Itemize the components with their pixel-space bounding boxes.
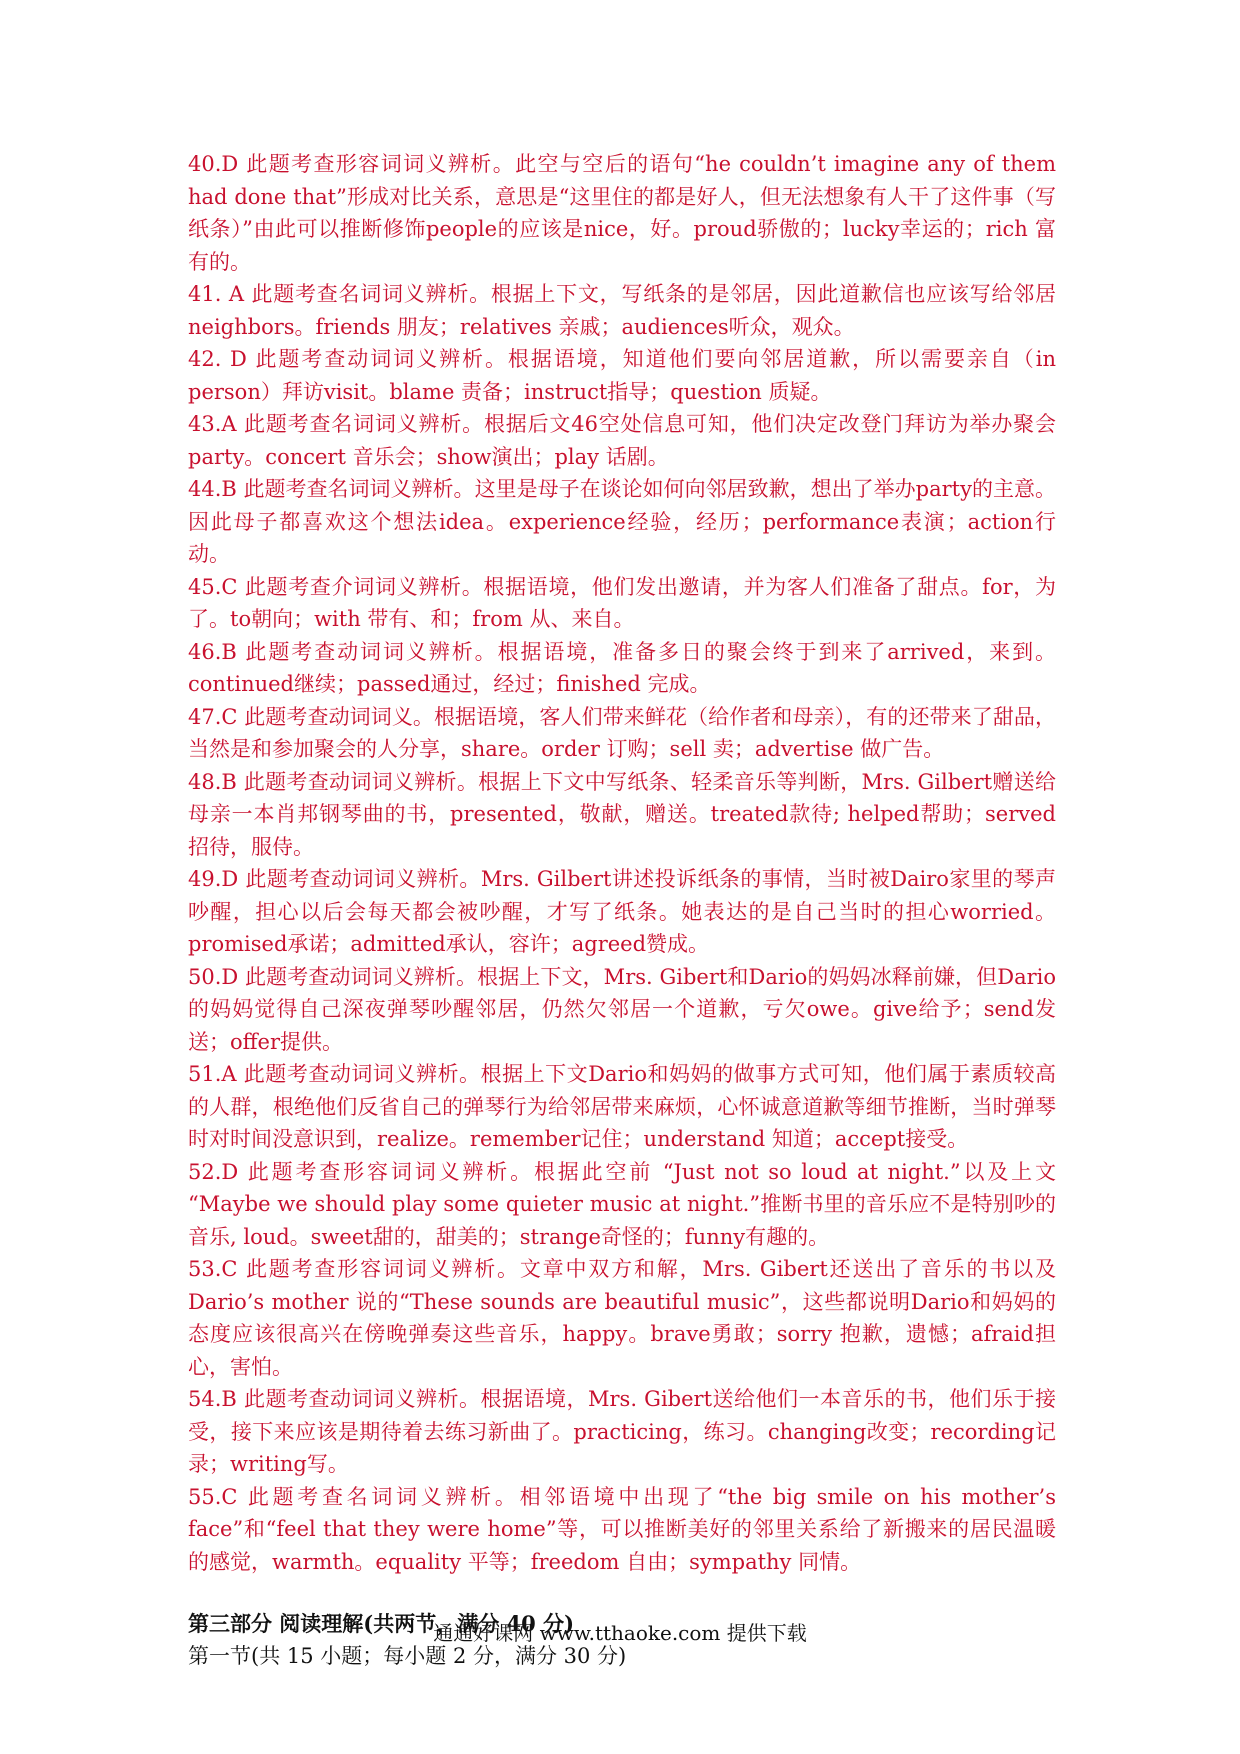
answer-41: 41. A 此题考查名词词义辨析。根据上下文，写纸条的是邻居，因此道歉信也应该写给邻居neighbors。friends 朋友；relatives 亲戚；audiences听众，观众。 [188, 282, 1056, 339]
answer-51: 51.A 此题考查动词词义辨析。根据上下文Dario和妈妈的做事方式可知，他们属于素质较高的人群，根绝他们反省自己的弹琴行为给邻居带来麻烦，心怀诚意道歉等细节推断，当时弹琴时对时间没意识到，realize。remember记住；understand 知道；accept接受。 [188, 1062, 1056, 1151]
page-footer: 通通好课网 www.tthaoke.com 提供下载 [433, 1621, 807, 1645]
answer-40: 40.D 此题考查形容词词义辨析。此空与空后的语句“he couldn’t imagine any of them had done that”形成对比关系，意思是“这里住的都是好人，但无法想象有人干了这件事（写纸条）”由此可以推断修饰people的应该是nice，好。proud骄傲的；lucky幸运的；rich 富有的。 [188, 152, 1056, 274]
answer-53: 53.C 此题考查形容词词义辨析。文章中双方和解，Mrs. Gibert还送出了音乐的书以及Dario’s mother 说的“These sounds are beautiful music”，这些都说明Dario和妈妈的态度应该很高兴在傍晚弹奏这些音乐，happy。brave勇敢；sorry 抱歉，遗憾；afraid担心，害怕。 [188, 1257, 1056, 1379]
document-page [188, 148, 1056, 1672]
section-title: 第三部分 阅读理解(共两节，满分 40 分) [188, 1611, 575, 1636]
answer-55: 55.C 此题考查名词词义辨析。相邻语境中出现了“the big smile on his mother’s face”和“feel that they were home”等，可以推断美好的邻里关系给了新搬来的居民温暖的感觉，warmth。equality 平等；freedom 自由；sympathy 同情。 [188, 1484, 1056, 1574]
answer-46: 46.B 此题考查动词词义辨析。根据语境，准备多日的聚会终于到来了arrived，来到。continued继续；passed通过，经过；finished 完成。 [188, 639, 1056, 696]
answer-52: 52.D 此题考查形容词词义辨析。根据此空前 “Just not so loud at night.”以及上文 “Maybe we should play some quieter music at night.”推断书里的音乐应不是特别吵的音乐, loud。sweet甜的，甜美的；strange奇怪的；funny有趣的。 [188, 1159, 1056, 1249]
answer-47: 47.C 此题考查动词词义。根据语境，客人们带来鲜花（给作者和母亲），有的还带来了甜品，当然是和参加聚会的人分享，share。order 订购；sell 卖；advertise 做广告。 [188, 704, 1056, 761]
section-subtitle: 第一节(共 15 小题；每小题 2 分，满分 30 分) [188, 1644, 627, 1668]
answer-explanations [188, 148, 1056, 1578]
answer-44: 44.B 此题考查名词词义辨析。这里是母子在谈论如何向邻居致歉，想出了举办party的主意。因此母子都喜欢这个想法idea。experience经验，经历；performance表演；action行动。 [188, 477, 1056, 566]
answer-54: 54.B 此题考查动词词义辨析。根据语境，Mrs. Gibert送给他们一本音乐的书，他们乐于接受，接下来应该是期待着去练习新曲了。practicing，练习。changing改变；recording记录；writing写。 [188, 1387, 1056, 1476]
answer-48: 48.B 此题考查动词词义辨析。根据上下文中写纸条、轻柔音乐等判断，Mrs. Gilbert赠送给母亲一本肖邦钢琴曲的书，presented，敬献，赠送。treated款待; helped帮助；served 招待，服侍。 [188, 769, 1056, 859]
answer-45: 45.C 此题考查介词词义辨析。根据语境，他们发出邀请，并为客人们准备了甜点。for，为了。to朝向；with 带有、和；from 从、来自。 [188, 574, 1056, 631]
answer-43: 43.A 此题考查名词词义辨析。根据后文46空处信息可知，他们决定改登门拜访为举办聚会party。concert 音乐会；show演出；play 话剧。 [188, 412, 1056, 469]
answer-49: 49.D 此题考查动词词义辨析。Mrs. Gilbert讲述投诉纸条的事情，当时被Dairo家里的琴声吵醒，担心以后会每天都会被吵醒，才写了纸条。她表达的是自己当时的担心worried。promised承诺；admitted承认，容许；agreed赞成。 [188, 867, 1056, 956]
answer-50: 50.D 此题考查动词词义辨析。根据上下文，Mrs. Gibert和Dario的妈妈冰释前嫌，但Dario的妈妈觉得自己深夜弹琴吵醒邻居，仍然欠邻居一个道歉，亏欠owe。give给予；send发送；offer提供。 [188, 964, 1056, 1054]
answer-42: 42. D 此题考查动词词义辨析。根据语境，知道他们要向邻居道歉，所以需要亲自（in person）拜访visit。blame 责备；instruct指导；question 质疑。 [188, 347, 1056, 404]
